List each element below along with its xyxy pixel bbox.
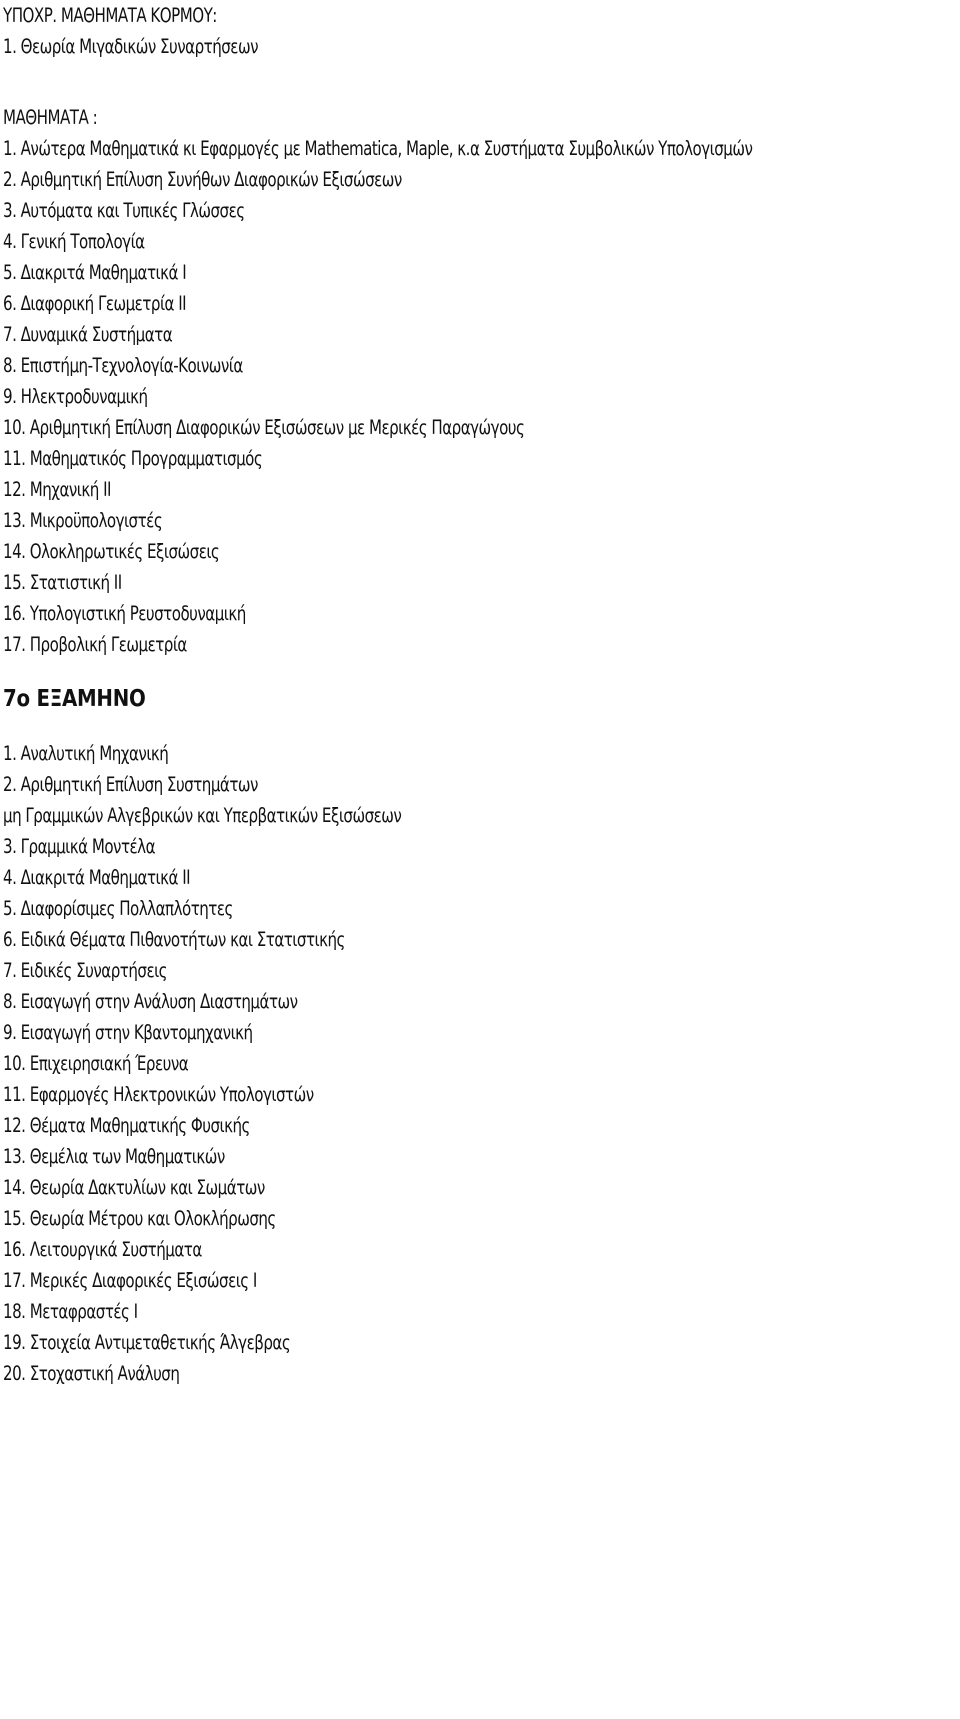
semester-course-item: 20. Στοχαστική Ανάλυση bbox=[3, 1362, 180, 1385]
semester-course-item: 14. Θεωρία Δακτυλίων και Σωμάτων bbox=[3, 1176, 265, 1199]
course-item: 5. Διακριτά Μαθηματικά Ι bbox=[3, 261, 187, 284]
spacer bbox=[3, 62, 960, 102]
semester-course-item: 15. Θεωρία Μέτρου και Ολοκλήρωσης bbox=[3, 1207, 276, 1230]
semester-course-item: 8. Εισαγωγή στην Ανάλυση Διαστημάτων bbox=[3, 990, 298, 1013]
course-item: 7. Δυναμικά Συστήματα bbox=[3, 323, 173, 346]
course-item: 4. Γενική Τοπολογία bbox=[3, 230, 145, 253]
course-item: 15. Στατιστική ΙΙ bbox=[3, 571, 122, 594]
course-item: 17. Προβολική Γεωμετρία bbox=[3, 633, 187, 656]
semester-course-item: 17. Μερικές Διαφορικές Εξισώσεις Ι bbox=[3, 1269, 257, 1292]
course-item: 1. Ανώτερα Μαθηματικά κι Εφαρμογές με Mathematica, Maple, κ.α Συστήματα Συμβολικών Υπολογισμών bbox=[3, 137, 753, 160]
semester-course-item: 10. Επιχειρησιακή Έρευνα bbox=[3, 1052, 189, 1075]
spacer bbox=[3, 660, 960, 682]
semester-course-item: 4. Διακριτά Μαθηματικά ΙΙ bbox=[3, 866, 191, 889]
semester-course-item: 3. Γραμμικά Μοντέλα bbox=[3, 835, 156, 858]
semester-course-item: 12. Θέματα Μαθηματικής Φυσικής bbox=[3, 1114, 250, 1137]
spacer bbox=[3, 716, 960, 738]
course-item: 6. Διαφορική Γεωμετρία ΙΙ bbox=[3, 292, 187, 315]
core-courses-header: ΥΠΟΧΡ. ΜΑΘΗΜΑΤΑ ΚΟΡΜΟΥ: bbox=[3, 4, 217, 27]
semester-course-item: 19. Στοιχεία Αντιμεταθετικής Άλγεβρας bbox=[3, 1331, 291, 1354]
course-item: 8. Επιστήμη-Τεχνολογία-Κοινωνία bbox=[3, 354, 243, 377]
course-item: 14. Ολοκληρωτικές Εξισώσεις bbox=[3, 540, 220, 563]
semester-course-item: 11. Εφαρμογές Ηλεκτρονικών Υπολογιστών bbox=[3, 1083, 314, 1106]
semester-heading: 7ο ΕΞΑΜΗΝΟ bbox=[3, 686, 146, 712]
course-item: 13. Μικροϋπολογιστές bbox=[3, 509, 163, 532]
courses-header: ΜΑΘΗΜΑΤΑ : bbox=[3, 106, 98, 129]
semester-course-item: μη Γραμμικών Αλγεβρικών και Υπερβατικών Εξισώσεων bbox=[3, 804, 402, 827]
course-item: 12. Μηχανική ΙΙ bbox=[3, 478, 111, 501]
semester-course-item: 13. Θεμέλια των Μαθηματικών bbox=[3, 1145, 225, 1168]
semester-course-item: 1. Αναλυτική Μηχανική bbox=[3, 742, 169, 765]
semester-course-item: 9. Εισαγωγή στην Κβαντομηχανική bbox=[3, 1021, 253, 1044]
semester-course-item: 18. Μεταφραστές Ι bbox=[3, 1300, 138, 1323]
semester-course-item: 2. Αριθμητική Επίλυση Συστημάτων bbox=[3, 773, 258, 796]
semester-course-item: 6. Ειδικά Θέματα Πιθανοτήτων και Στατιστικής bbox=[3, 928, 345, 951]
course-item: 9. Ηλεκτροδυναμική bbox=[3, 385, 148, 408]
course-item: 11. Μαθηματικός Προγραμματισμός bbox=[3, 447, 263, 470]
semester-course-item: 16. Λειτουργικά Συστήματα bbox=[3, 1238, 202, 1261]
semester-course-item: 5. Διαφορίσιμες Πολλαπλότητες bbox=[3, 897, 233, 920]
course-item: 3. Αυτόματα και Τυπικές Γλώσσες bbox=[3, 199, 245, 222]
core-course-item: 1. Θεωρία Μιγαδικών Συναρτήσεων bbox=[3, 35, 258, 58]
course-item: 16. Υπολογιστική Ρευστοδυναμική bbox=[3, 602, 246, 625]
course-item: 2. Αριθμητική Επίλυση Συνήθων Διαφορικών Εξισώσεων bbox=[3, 168, 402, 191]
semester-course-item: 7. Ειδικές Συναρτήσεις bbox=[3, 959, 168, 982]
course-item: 10. Αριθμητική Επίλυση Διαφορικών Εξισώσεων με Μερικές Παραγώγους bbox=[3, 416, 525, 439]
